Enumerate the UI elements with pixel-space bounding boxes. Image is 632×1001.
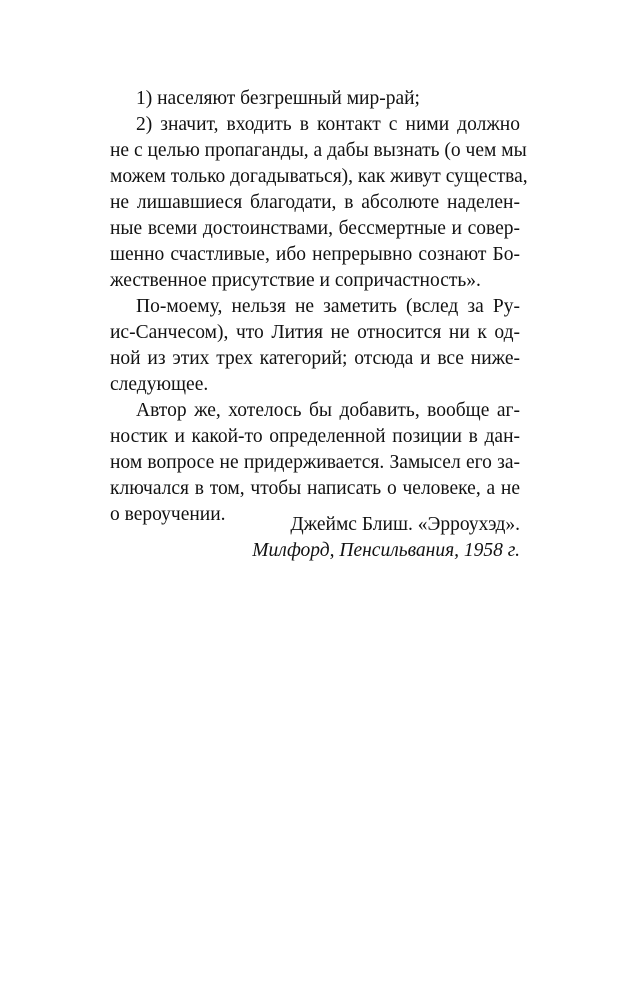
text-line: жественное присутствие и сопричастность». bbox=[110, 270, 481, 291]
text-line: ис-Санчесом), что Лития не относится ни к од- bbox=[110, 322, 520, 343]
signature-place: Милфорд, Пенсильвания, 1958 г. bbox=[252, 540, 520, 561]
paragraph-4 bbox=[110, 398, 520, 528]
text-line: о вероучении. bbox=[110, 504, 226, 525]
text-line: не с целью пропаганды, а дабы вызнать (о чем мы bbox=[110, 140, 527, 161]
text-line: ные всеми достоинствами, бессмертные и совер- bbox=[110, 218, 520, 239]
signature-block bbox=[110, 512, 520, 564]
text-line: ностик и какой-то определенной позиции в дан- bbox=[110, 426, 520, 447]
text-line: ной из этих трех категорий; отсюда и все ниже- bbox=[110, 348, 520, 369]
text-line: можем только догадываться), как живут существа, bbox=[110, 166, 528, 187]
text-line: По-моему, нельзя не заметить (вслед за Ру- bbox=[136, 296, 520, 317]
text-line: ключался в том, чтобы написать о человеке, а не bbox=[110, 478, 520, 499]
body-text bbox=[110, 86, 528, 528]
text-line: 1) населяют безгрешный мир-рай; bbox=[136, 88, 420, 109]
paragraph-1 bbox=[110, 86, 520, 112]
text-line: 2) значит, входить в контакт с ними должно bbox=[136, 114, 520, 135]
text-line: следующее. bbox=[110, 374, 209, 395]
paragraph-3 bbox=[110, 294, 520, 398]
signature-author: Джеймс Блиш. «Эрроухэд». bbox=[290, 514, 520, 535]
text-line: шенно счастливые, ибо непрерывно сознают Бо- bbox=[110, 244, 520, 265]
text-line: не лишавшиеся благодати, в абсолюте наделен- bbox=[110, 192, 520, 213]
text-line: Автор же, хотелось бы добавить, вообще аг- bbox=[136, 400, 520, 421]
paragraph-2 bbox=[110, 112, 528, 294]
text-line: ном вопросе не придерживается. Замысел его за- bbox=[110, 452, 520, 473]
